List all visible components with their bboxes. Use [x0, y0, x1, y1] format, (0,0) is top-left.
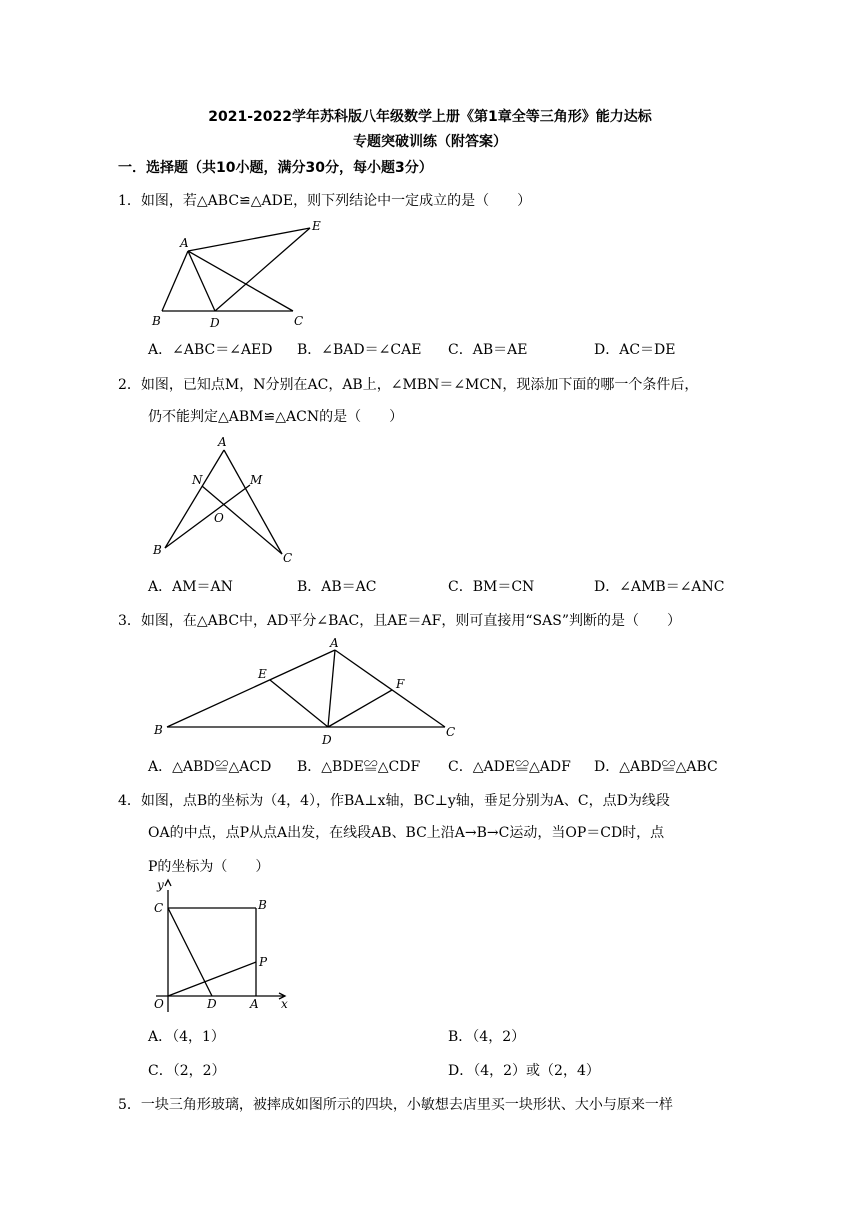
question-5-stem: 5．一块三角形玻璃，被摔成如图所示的四块，小敏想去店里买一块形状、大小与原来一样	[118, 1097, 673, 1113]
label-a: A	[180, 236, 189, 250]
seg-de	[215, 228, 310, 311]
label-e: E	[258, 667, 267, 681]
question-1-figure	[140, 215, 340, 330]
question-3-stem: 3．如图，在△ABC中，AD平分∠BAC，且AE＝AF，则可直接用“SAS”判断的是（ ）	[118, 613, 681, 629]
seg-op	[168, 962, 256, 996]
question-2-stem: 2．如图，已知点M，N分别在AC，AB上，∠MBN＝∠MCN，现添加下面的哪一个条件后，	[118, 377, 699, 393]
question-4-stem: 4．如图，点B的坐标为（4，4），作BA⊥x轴，BC⊥y轴，垂足分别为A、C，点D为线段	[118, 793, 670, 809]
q1-option-d: D．AC＝DE	[594, 342, 676, 358]
q2-option-a: A．AM＝AN	[148, 579, 233, 595]
seg-df	[328, 690, 392, 727]
question-2-stem-cont: 仍不能判定△ABM≌△ACN的是（ ）	[148, 409, 404, 425]
label-f: F	[396, 677, 405, 691]
label-a: A	[250, 997, 259, 1011]
seg-cd	[168, 908, 212, 996]
document-subtitle: 专题突破训练（附答案）	[353, 134, 507, 150]
question-1-stem: 1．如图，若△ABC≌△ADE，则下列结论中一定成立的是（ ）	[118, 193, 532, 209]
label-d: D	[322, 733, 332, 747]
label-b: B	[154, 723, 163, 737]
q3-option-b: B．△BDE≌△CDF	[297, 759, 421, 775]
label-c: C	[446, 725, 456, 739]
label-b: B	[258, 898, 267, 912]
label-o: O	[154, 997, 164, 1011]
seg-ac	[188, 251, 293, 311]
label-a: A	[218, 435, 227, 449]
label-n: N	[192, 473, 203, 487]
question-4-stem-cont2: P的坐标为（ ）	[148, 859, 270, 875]
label-c: C	[154, 901, 164, 915]
q4-option-a: A．（4，1）	[148, 1029, 225, 1045]
label-e: E	[312, 219, 321, 233]
label-o: O	[214, 511, 224, 525]
q3-option-a: A．△ABD≌△ACD	[148, 759, 272, 775]
label-p: P	[259, 955, 268, 969]
label-c: C	[294, 314, 304, 328]
seg-ad	[328, 650, 335, 727]
label-b: B	[153, 543, 162, 557]
seg-ab	[165, 450, 224, 548]
y-axis-arrow	[165, 880, 171, 886]
label-c: C	[283, 551, 293, 565]
seg-ab	[162, 251, 188, 311]
seg-ed	[270, 680, 328, 727]
q2-option-c: C．BM＝CN	[448, 579, 535, 595]
q3-option-d: D．△ABD≌△ABC	[594, 759, 718, 775]
label-a: A	[330, 636, 339, 650]
question-2-figure	[140, 430, 310, 570]
label-x: x	[281, 997, 288, 1011]
label-d: D	[210, 316, 220, 330]
q2-option-b: B．AB＝AC	[297, 579, 377, 595]
seg-ac	[335, 650, 445, 727]
document-title: 2021-2022学年苏科版八年级数学上册《第1章全等三角形》能力达标	[208, 109, 652, 125]
question-3-figure	[140, 632, 480, 750]
question-4-figure	[140, 872, 300, 1020]
label-y: y	[157, 878, 164, 892]
seg-ad	[188, 251, 215, 311]
q4-option-d: D．（4，2）或（2，4）	[448, 1063, 600, 1079]
q2-option-d: D．∠AMB＝∠ANC	[594, 579, 725, 595]
q4-option-b: B．（4，2）	[448, 1029, 526, 1045]
q3-option-c: C．△ADE≌△ADF	[448, 759, 571, 775]
seg-ae	[188, 228, 310, 251]
q1-option-c: C．AB＝AE	[448, 342, 528, 358]
q1-option-b: B．∠BAD＝∠CAE	[297, 342, 422, 358]
seg-ac	[224, 450, 282, 554]
label-b: B	[152, 314, 161, 328]
seg-ab	[167, 650, 335, 727]
label-d: D	[207, 997, 217, 1011]
question-4-stem-cont1: OA的中点，点P从点A出发，在线段AB、BC上沿A→B→C运动，当OP＝CD时，点	[148, 825, 665, 841]
label-m: M	[250, 473, 263, 487]
section-heading: 一．选择题（共10小题，满分30分，每小题3分）	[118, 160, 433, 176]
q4-option-c: C．（2，2）	[148, 1063, 226, 1079]
q1-option-a: A．∠ABC＝∠AED	[148, 342, 273, 358]
